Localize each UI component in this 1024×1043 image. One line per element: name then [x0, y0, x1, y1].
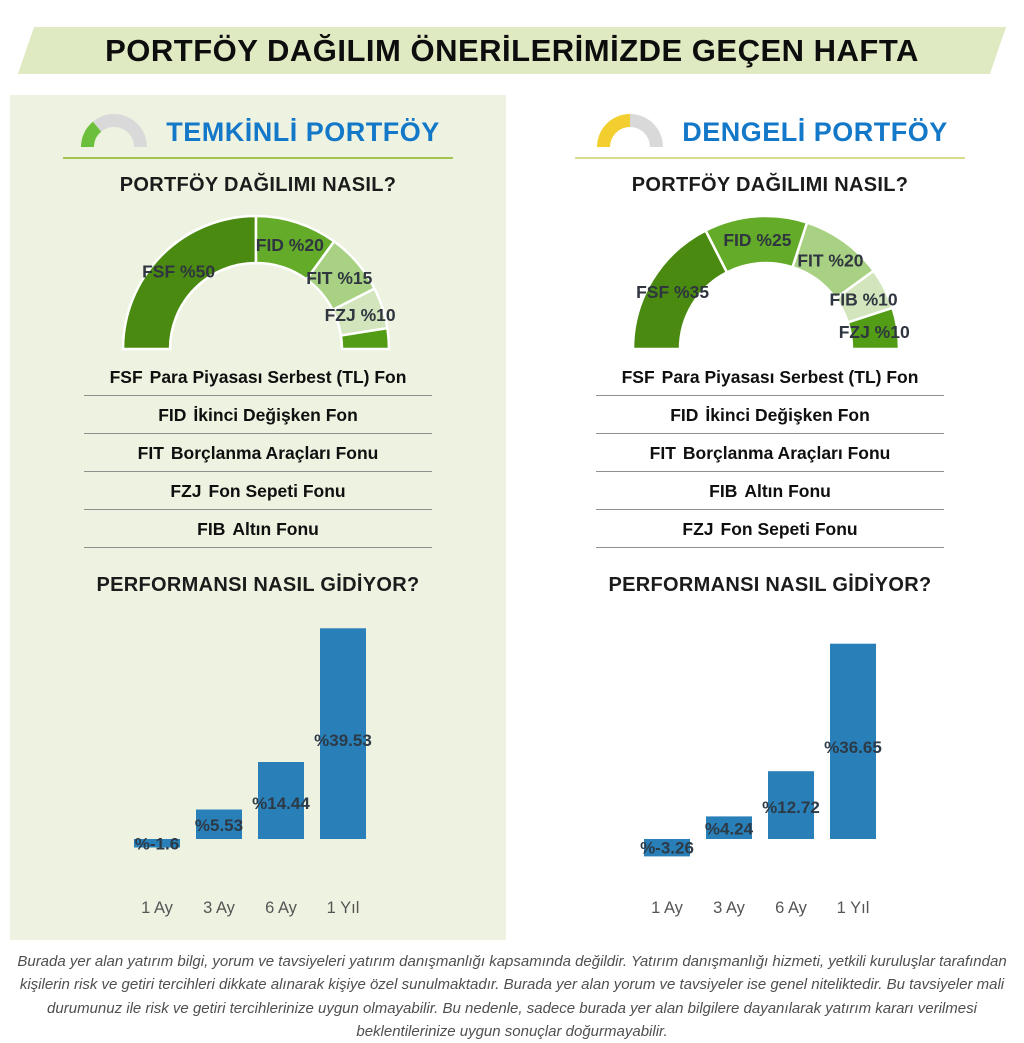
fund-row [596, 434, 944, 472]
fund-code: FSF [109, 367, 143, 387]
fund-code: FIT [137, 443, 164, 463]
donut-segment-label: FID %20 [255, 234, 324, 255]
donut-segment-label: FZJ %10 [838, 321, 910, 342]
donut-segment-label: FIT %20 [797, 250, 864, 271]
fund-row [84, 396, 432, 434]
fund-name: Altın Fonu [232, 519, 319, 539]
donut-segment-label: FSF %35 [636, 281, 710, 302]
title-underline [575, 157, 965, 159]
x-axis-label: 1 Ay [651, 899, 683, 917]
fund-name: Borçlanma Araçları Fonu [682, 443, 891, 463]
fund-name: Fon Sepeti Fonu [208, 481, 346, 501]
gauge-icon [592, 110, 668, 155]
donut-segment-label: FID %25 [723, 229, 792, 250]
fund-code: FID [670, 405, 699, 425]
allocation-section-title: PORTFÖY DAĞILIMI NASIL? [119, 174, 397, 196]
fund-name: Borçlanma Araçları Fonu [170, 443, 379, 463]
x-axis-label: 1 Yıl [836, 899, 870, 917]
fund-code: FID [158, 405, 187, 425]
fund-row [596, 358, 944, 396]
bar-value-label: %-1.6 [134, 834, 180, 854]
fund-name: Para Piyasası Serbest (TL) Fon [149, 367, 407, 387]
fund-code: FSF [621, 367, 655, 387]
legal-disclaimer: Burada yer alan yatırım bilgi, yorum ve tavsiyeleri yatırım danışmanlığı kapsamında değildir. Yatırım danışmanlığı hizmeti, yetkili kuruluşlar tarafından kişilerin risk ve getiri tercihleri dikkate alınarak kişiye özel sunulmaktadır. Burada yer alan yorum ve tavsiyeler ise genel niteliktedir. Bu tavsiyeler mali durumunuz ile risk ve getiri tercihlerinize uygun olmayabilir. Bu nedenle, sadece burada yer alan bilgilere dayanılarak yatırım kararı verilmesi beklentilerinize uygun sonuçlar doğurmayabilir. [17, 953, 1007, 1040]
bar-value-label: %36.65 [824, 738, 882, 758]
fund-code: FZJ [170, 481, 202, 501]
fund-name: İkinci Değişken Fon [193, 405, 358, 425]
title-underline [63, 157, 453, 159]
donut-segment-unlabeled [597, 114, 630, 147]
bar-value-label: %14.44 [252, 793, 310, 813]
fund-name: Fon Sepeti Fonu [720, 519, 858, 539]
fund-row [596, 472, 944, 510]
donut-segment-label: FIB %10 [829, 289, 898, 310]
donut-segment-label: FSF %50 [142, 261, 216, 282]
fund-code: FZJ [682, 519, 714, 539]
bar-value-label: %12.72 [762, 798, 820, 818]
bar-value-label: %5.53 [194, 816, 244, 836]
performance-section-title: PERFORMANSI NASIL GİDİYOR? [96, 574, 420, 596]
x-axis-label: 6 Ay [775, 899, 807, 917]
fund-name: İkinci Değişken Fon [705, 405, 870, 425]
allocation-donut-chart [10, 207, 506, 352]
x-axis-label: 1 Yıl [326, 899, 360, 917]
fund-code: FIB [197, 519, 226, 539]
fund-row [84, 358, 432, 396]
gauge-icon [76, 110, 152, 155]
allocation-section-title: PORTFÖY DAĞILIMI NASIL? [631, 174, 909, 196]
fund-list [10, 358, 506, 548]
bar-value-label: %-3.26 [640, 838, 694, 858]
donut-segment-label: FZJ %10 [324, 305, 396, 326]
fund-row [596, 510, 944, 548]
temkinli-portfolio-header [10, 111, 506, 153]
donut-segment-unlabeled [630, 114, 663, 147]
fund-name: Para Piyasası Serbest (TL) Fon [661, 367, 919, 387]
allocation-donut-chart [520, 207, 1020, 352]
x-axis-label: 3 Ay [713, 899, 745, 917]
bar-value-label: %39.53 [314, 731, 372, 750]
x-axis-label: 1 Ay [141, 899, 173, 917]
x-axis-label: 6 Ay [265, 899, 297, 917]
fund-list [520, 358, 1020, 548]
donut-segment-fsf [123, 216, 256, 349]
performance-bar-chart [520, 601, 1020, 921]
temkinli-portfolio-panel [10, 95, 506, 940]
fund-row [84, 510, 432, 548]
performance-bar-chart [10, 601, 506, 921]
fund-row [84, 434, 432, 472]
fund-row [596, 396, 944, 434]
portfolio-title: TEMKİNLİ PORTFÖY [166, 116, 440, 147]
dengeli-portfolio-header [520, 111, 1020, 153]
donut-segment-label: FIT %15 [306, 267, 373, 288]
fund-row [84, 472, 432, 510]
page-title: PORTFÖY DAĞILIM ÖNERİLERİMİZDE GEÇEN HAFTA [105, 32, 919, 68]
fund-name: Altın Fonu [744, 481, 831, 501]
fund-code: FIB [709, 481, 738, 501]
bar-value-label: %4.24 [704, 819, 754, 839]
x-axis-label: 3 Ay [203, 899, 235, 917]
donut-segment-unlabeled [93, 114, 147, 147]
portfolio-title: DENGELİ PORTFÖY [682, 116, 948, 147]
performance-section-title: PERFORMANSI NASIL GİDİYOR? [608, 574, 932, 596]
fund-code: FIT [649, 443, 676, 463]
dengeli-portfolio-panel [520, 95, 1020, 940]
